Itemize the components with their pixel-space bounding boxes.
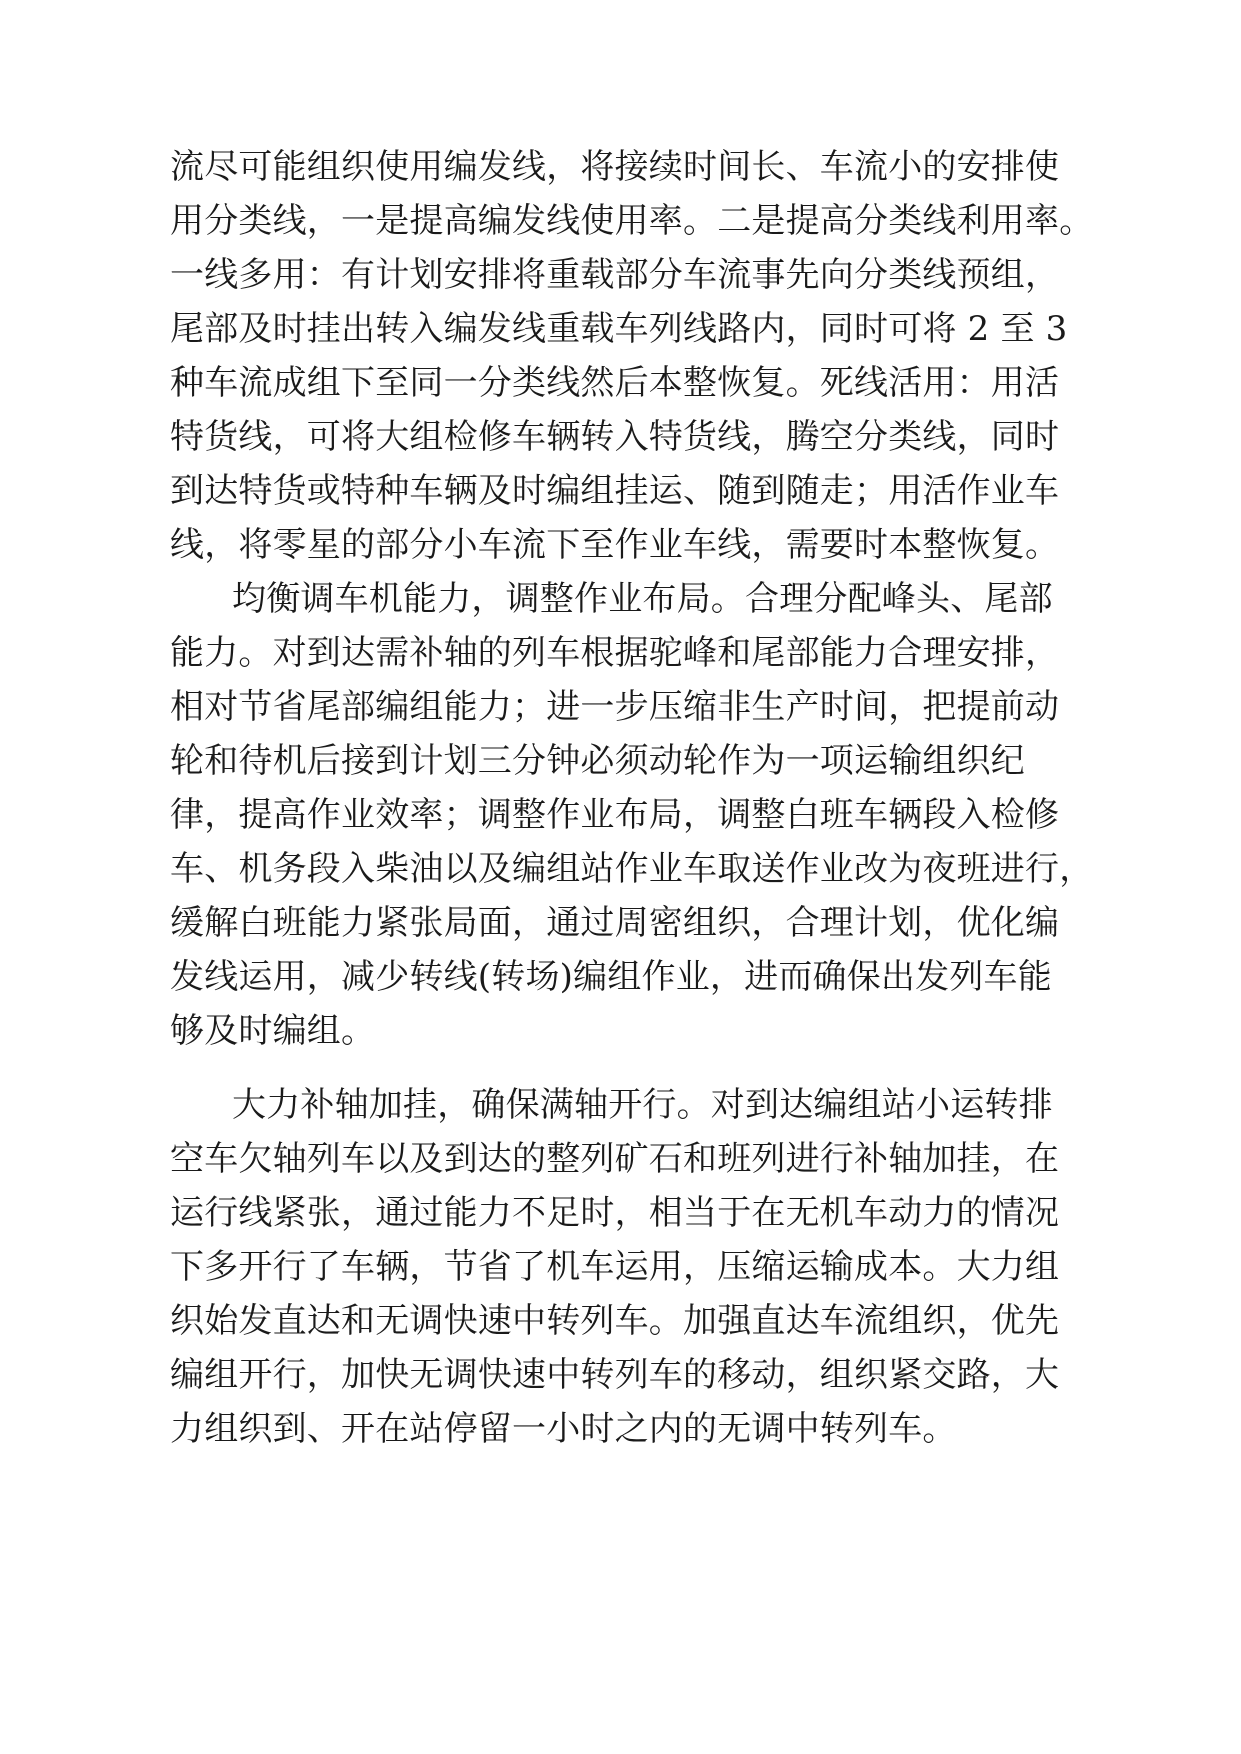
text-line: 下多开行了车辆，节省了机车运用，压缩运输成本。大力组 — [170, 1247, 1060, 1287]
text-line: 力组织到、开在站停留一小时之内的无调中转列车。 — [170, 1409, 957, 1449]
text-line: 能力。对到达需补轴的列车根据驼峰和尾部能力合理安排， — [170, 633, 1060, 673]
text-line: 用分类线，一是提高编发线使用率。二是提高分类线利用率。 — [170, 201, 1094, 241]
text-line: 空车欠轴列车以及到达的整列矿石和班列进行补轴加挂，在 — [170, 1139, 1060, 1179]
text-line: 相对节省尾部编组能力；进一步压缩非生产时间，把提前动 — [170, 687, 1060, 727]
text-line: 轮和待机后接到计划三分钟必须动轮作为一项运输组织纪 — [170, 741, 1025, 781]
text-line: 种车流成组下至同一分类线然后本整恢复。死线活用：用活 — [170, 363, 1060, 403]
text-line: 织始发直达和无调快速中转列车。加强直达车流组织，优先 — [170, 1301, 1060, 1341]
paragraph-first-line: 大力补轴加挂，确保满轴开行。对到达编组站小运转排 — [232, 1085, 1053, 1125]
text-line: 线，将零星的部分小车流下至作业车线，需要时本整恢复。 — [170, 525, 1060, 565]
text-line: 律，提高作业效率；调整作业布局，调整白班车辆段入检修 — [170, 795, 1060, 835]
text-line: 发线运用，减少转线(转场)编组作业，进而确保出发列车能 — [170, 957, 1052, 997]
text-line: 车、机务段入柴油以及编组站作业车取送作业改为夜班进行， — [170, 849, 1094, 889]
text-line: 尾部及时挂出转入编发线重载车列线路内，同时可将 2 至 3 — [170, 309, 1068, 349]
text-line: 流尽可能组织使用编发线，将接续时间长、车流小的安排使 — [170, 147, 1060, 187]
text-line: 到达特货或特种车辆及时编组挂运、随到随走；用活作业车 — [170, 471, 1060, 511]
text-line: 一线多用：有计划安排将重载部分车流事先向分类线预组， — [170, 255, 1060, 295]
text-line: 够及时编组。 — [170, 1011, 376, 1051]
text-line: 运行线紧张，通过能力不足时，相当于在无机车动力的情况 — [170, 1193, 1060, 1233]
text-line: 特货线，可将大组检修车辆转入特货线，腾空分类线，同时 — [170, 417, 1060, 457]
text-line: 缓解白班能力紧张局面，通过周密组织，合理计划，优化编 — [170, 903, 1060, 943]
paragraph-first-line: 均衡调车机能力，调整作业布局。合理分配峰头、尾部 — [232, 579, 1053, 619]
text-line: 编组开行，加快无调快速中转列车的移动，组织紧交路，大 — [170, 1355, 1060, 1395]
